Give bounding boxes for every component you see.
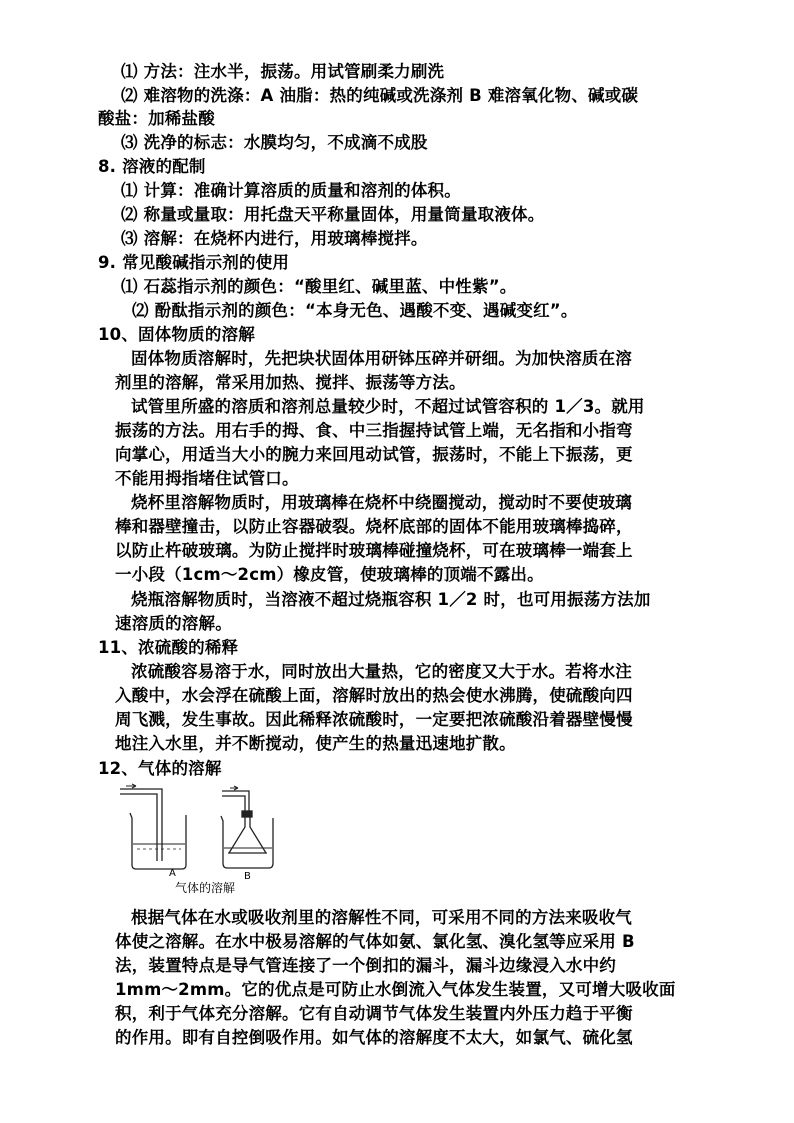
text-line: 入酸中，水会浮在硫酸上面，溶解时放出的热会使水沸腾，使硫酸向四 <box>115 686 633 705</box>
text-line: ⑶ 溶解：在烧杯内进行，用玻璃棒搅拌。 <box>121 229 428 248</box>
figure-caption: 气体的溶解 <box>175 881 236 895</box>
text-line: 烧瓶溶解物质时，当溶液不超过烧瓶容积 1／2 时，也可用振荡方法加 <box>131 590 651 609</box>
section-heading: 8. 溶液的配制 <box>98 157 206 176</box>
text-line: ⑴ 石蕊指示剂的颜色：“酸里红、碱里蓝、中性紫”。 <box>121 277 517 296</box>
text-line: 浓硫酸容易溶于水，同时放出大量热，它的密度又大于水。若将水注 <box>131 662 632 681</box>
text-line: 地注入水里，并不断搅动，使产生的热量迅速地扩散。 <box>115 734 516 753</box>
text-line: ⑵ 难溶物的洗涤：A 油脂：热的纯碱或洗涤剂 B 难溶氧化物、碱或碳 <box>121 86 639 105</box>
text-line: 振荡的方法。用右手的拇、食、中三指握持试管上端，无名指和小指弯 <box>115 421 633 440</box>
label-a: A <box>169 868 176 879</box>
text-line: 的作用。即有自控倒吸作用。如气体的溶解度不太大，如氯气、硫化氢 <box>115 1028 633 1047</box>
text-line: 根据气体在水或吸收剂里的溶解性不同，可采用不同的方法来吸收气 <box>131 908 632 927</box>
section-heading: 12、气体的溶解 <box>98 759 222 778</box>
text-line: 1mm～2mm。它的优点是可防止水倒流入气体发生装置，又可增大吸收面 <box>115 980 676 999</box>
text-line: 积，利于气体充分溶解。它有自动调节气体发生装置内外压力趋于平衡 <box>115 1004 633 1023</box>
text-line: ⑵ 称量或量取：用托盘天平称量固体，用量筒量取液体。 <box>121 205 545 224</box>
text-line: ⑵ 酚酞指示剂的颜色：“本身无色、遇酸不变、遇碱变红”。 <box>132 301 578 320</box>
text-line: 试管里所盛的溶质和溶剂总量较少时，不超过试管容积的 1／3。就用 <box>131 397 645 416</box>
text-line: 剂里的溶解，常采用加热、搅拌、振荡等方法。 <box>115 373 466 392</box>
text-line: 烧杯里溶解物质时，用玻璃棒在烧杯中绕圈搅动，搅动时不要使玻璃 <box>131 493 632 512</box>
section-heading: 10、固体物质的溶解 <box>98 325 255 344</box>
text-line: 棒和器壁撞击，以防止容器破裂。烧杯底部的固体不能用玻璃棒捣碎， <box>115 517 633 536</box>
text-line: 法，装置特点是导气管连接了一个倒扣的漏斗，漏斗边缘浸入水中约 <box>115 956 616 975</box>
text-line: 不能用拇指堵住试管口。 <box>115 469 299 488</box>
section-heading: 9. 常见酸碱指示剂的使用 <box>98 253 290 272</box>
text-line: 向掌心，用适当大小的腕力来回甩动试管，振荡时，不能上下振荡，更 <box>115 445 633 464</box>
text-line: 体使之溶解。在水中极易溶解的气体如氨、氯化氢、溴化氢等应采用 B <box>115 932 635 951</box>
label-b: B <box>244 871 251 882</box>
text-line: 一小段（1cm～2cm）橡皮管，使玻璃棒的顶端不露出。 <box>115 565 544 584</box>
text-line: 以防止杵破玻璃。为防止搅拌时玻璃棒碰撞烧杯，可在玻璃棒一端套上 <box>115 541 633 560</box>
text-line: ⑴ 计算：准确计算溶质的质量和溶剂的体积。 <box>121 181 461 200</box>
text-line: 速溶质的溶解。 <box>115 614 232 633</box>
text-line: 周飞溅，发生事故。因此稀释浓硫酸时，一定要把浓硫酸沿着器壁慢慢 <box>115 710 633 729</box>
text-line: ⑴ 方法：注水半，振荡。用试管刷柔力刷洗 <box>121 62 445 81</box>
text-line: 固体物质溶解时，先把块状固体用研钵压碎并研细。为加快溶质在溶 <box>131 349 632 368</box>
section-heading: 11、浓硫酸的稀释 <box>98 638 239 657</box>
text-line: 酸盐：加稀盐酸 <box>98 109 215 128</box>
text-line: ⑶ 洗净的标志：水膜均匀，不成滴不成股 <box>121 133 428 152</box>
